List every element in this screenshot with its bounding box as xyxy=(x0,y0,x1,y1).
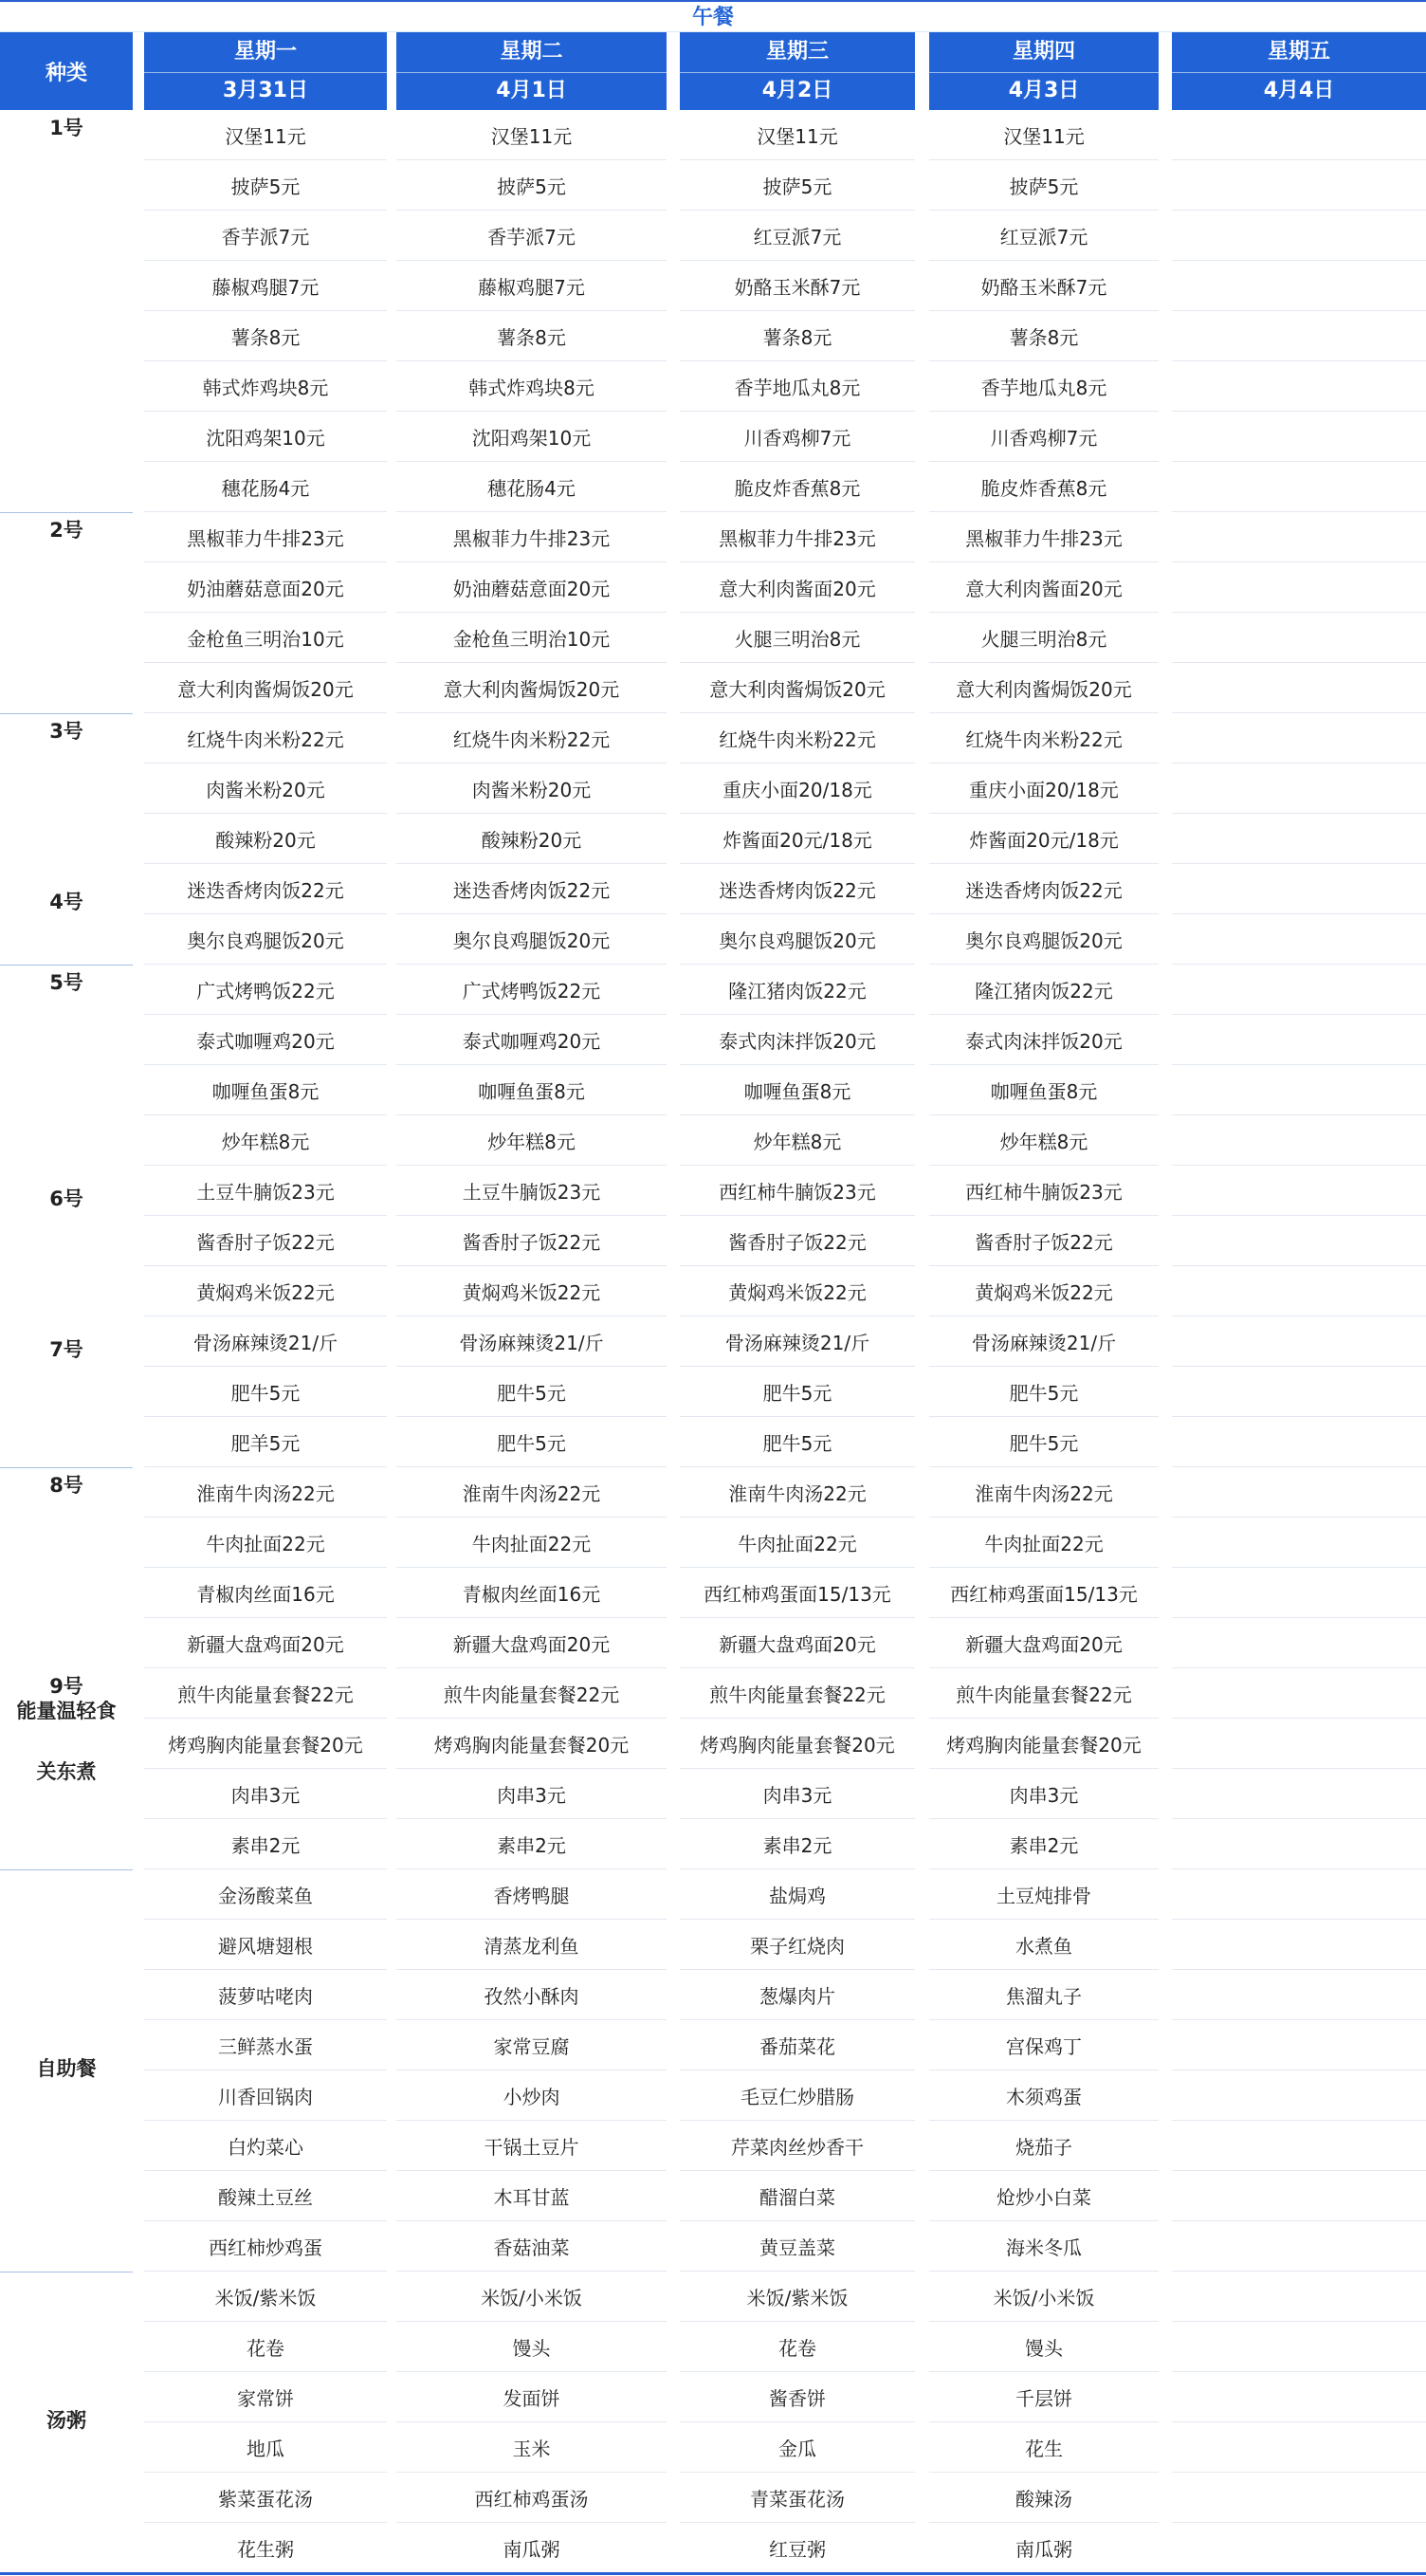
menu-cell xyxy=(1172,1518,1426,1568)
menu-cell: 烤鸡胸肉能量套餐20元 xyxy=(168,1734,363,1757)
menu-cell: 水煮鱼 xyxy=(1015,1935,1072,1958)
menu-cell: 千层饼 xyxy=(1015,2387,1072,2410)
menu-cell: 酱香肘子饭22元 xyxy=(975,1231,1113,1254)
category-label xyxy=(0,1674,133,1723)
day-date: 3月31日 xyxy=(144,72,387,105)
day-header xyxy=(929,32,1159,110)
menu-cell xyxy=(1172,1668,1426,1719)
menu-cell xyxy=(1172,1216,1426,1266)
menu-cell: 肥牛5元 xyxy=(497,1382,566,1405)
day-date: 4月4日 xyxy=(1172,72,1426,105)
category-label xyxy=(0,1473,133,1498)
menu-cell: 薯条8元 xyxy=(762,326,832,349)
menu-cell: 南瓜粥 xyxy=(503,2538,560,2561)
menu-cell: 汉堡11元 xyxy=(757,125,838,148)
category-label xyxy=(0,1337,133,1362)
menu-cell xyxy=(1172,361,1426,412)
menu-cell: 南瓜粥 xyxy=(1015,2538,1072,2561)
menu-cell: 黑椒菲力牛排23元 xyxy=(965,527,1123,550)
menu-cell: 土豆牛腩饭23元 xyxy=(196,1181,335,1204)
menu-cell xyxy=(1172,1115,1426,1166)
menu-cell: 川香回锅肉 xyxy=(218,2086,313,2108)
menu-cell: 新疆大盘鸡面20元 xyxy=(965,1633,1123,1656)
category-header: 种类 xyxy=(0,32,133,110)
menu-cell: 家常饼 xyxy=(237,2387,294,2410)
menu-cell: 西红柿鸡蛋面15/13元 xyxy=(950,1583,1138,1606)
menu-cell: 香芋地瓜丸8元 xyxy=(734,377,861,399)
menu-cell: 咖喱鱼蛋8元 xyxy=(478,1080,585,1103)
category-label-line: 关东煮 xyxy=(36,1760,97,1784)
menu-cell: 淮南牛肉汤22元 xyxy=(975,1482,1113,1505)
menu-cell: 香菇油菜 xyxy=(493,2236,570,2259)
menu-cell xyxy=(1172,1920,1426,1970)
menu-cell: 淮南牛肉汤22元 xyxy=(196,1482,335,1505)
menu-cell: 披萨5元 xyxy=(230,175,301,198)
menu-cell: 汉堡11元 xyxy=(225,125,306,148)
category-label xyxy=(0,518,133,543)
day-weekday: 星期四 xyxy=(1012,39,1075,64)
category-separator xyxy=(0,1467,133,1468)
menu-cell: 芹菜肉丝炒香干 xyxy=(731,2136,864,2159)
menu-cell xyxy=(1172,211,1426,261)
menu-cell: 酸辣粉20元 xyxy=(481,829,582,852)
menu-cell: 意大利肉酱面20元 xyxy=(965,578,1123,600)
menu-cell: 紫菜蛋花汤 xyxy=(218,2488,313,2511)
menu-cell: 金枪鱼三明治10元 xyxy=(187,628,344,651)
menu-cell: 汉堡11元 xyxy=(490,125,573,148)
menu-cell: 隆江猪肉饭22元 xyxy=(975,980,1113,1003)
menu-cell: 木耳甘蓝 xyxy=(493,2186,570,2209)
menu-cell: 泰式肉沫拌饭20元 xyxy=(965,1030,1123,1053)
category-label-line: 7号 xyxy=(49,1337,83,1361)
menu-cell: 毛豆仁炒腊肠 xyxy=(740,2086,854,2108)
menu-cell: 奶油蘑菇意面20元 xyxy=(187,578,344,600)
category-label-line: 9号 xyxy=(49,1675,83,1698)
day-date: 4月1日 xyxy=(396,72,667,105)
category-label-line: 自助餐 xyxy=(36,2056,97,2080)
menu-cell: 藤椒鸡腿7元 xyxy=(211,276,320,299)
menu-cell: 葱爆肉片 xyxy=(759,1985,835,2008)
category-label xyxy=(0,116,133,140)
menu-cell: 西红柿鸡蛋面15/13元 xyxy=(704,1583,891,1606)
bottom-border xyxy=(0,2572,1426,2575)
menu-cell: 醋溜白菜 xyxy=(759,2186,835,2209)
menu-cell: 薯条8元 xyxy=(497,326,566,349)
menu-cell xyxy=(1172,1166,1426,1216)
menu-cell xyxy=(1172,1819,1426,1869)
menu-cell xyxy=(1172,1065,1426,1115)
menu-cell: 迷迭香烤肉饭22元 xyxy=(187,879,344,902)
menu-cell: 咖喱鱼蛋8元 xyxy=(743,1080,851,1103)
category-label xyxy=(0,2056,133,2081)
menu-cell: 肥牛5元 xyxy=(1009,1382,1079,1405)
menu-cell: 红豆派7元 xyxy=(753,226,842,248)
menu-cell: 香芋地瓜丸8元 xyxy=(980,377,1107,399)
menu-cell xyxy=(1172,1266,1426,1316)
day-header xyxy=(1172,32,1426,110)
menu-cell: 金汤酸菜鱼 xyxy=(218,1885,313,1907)
menu-cell: 清蒸龙利鱼 xyxy=(484,1935,579,1958)
menu-cell: 牛肉扯面22元 xyxy=(984,1533,1104,1555)
menu-cell: 避风塘翅根 xyxy=(218,1935,313,1958)
menu-cell: 肥牛5元 xyxy=(1009,1432,1079,1455)
menu-cell: 新疆大盘鸡面20元 xyxy=(452,1633,611,1656)
menu-cell xyxy=(1172,713,1426,764)
category-label xyxy=(0,2408,133,2433)
menu-cell: 土豆牛腩饭23元 xyxy=(462,1181,601,1204)
menu-cell: 菠萝咕咾肉 xyxy=(218,1985,313,2008)
menu-cell: 肥羊5元 xyxy=(230,1432,301,1455)
menu-cell: 黑椒菲力牛排23元 xyxy=(452,527,611,550)
menu-cell: 酸辣粉20元 xyxy=(215,829,316,852)
menu-cell: 泰式咖喱鸡20元 xyxy=(196,1030,335,1053)
menu-cell xyxy=(1172,1316,1426,1367)
menu-cell: 金枪鱼三明治10元 xyxy=(452,628,611,651)
menu-cell xyxy=(1172,663,1426,713)
menu-cell: 意大利肉酱焗饭20元 xyxy=(443,678,620,701)
menu-cell xyxy=(1172,1970,1426,2020)
category-label xyxy=(0,719,133,744)
menu-cell: 黄焖鸡米饭22元 xyxy=(975,1281,1113,1304)
category-label-line: 8号 xyxy=(49,1474,83,1497)
menu-cell xyxy=(1172,512,1426,562)
menu-cell: 煎牛肉能量套餐22元 xyxy=(443,1684,620,1706)
menu-cell: 火腿三明治8元 xyxy=(734,628,861,651)
menu-title: 午餐 xyxy=(0,0,1426,32)
category-label-line: 1号 xyxy=(49,117,83,139)
menu-cell: 玉米 xyxy=(512,2438,551,2460)
menu-cell: 素串2元 xyxy=(230,1834,301,1857)
menu-cell xyxy=(1172,2422,1426,2473)
menu-cell xyxy=(1172,2121,1426,2171)
menu-cell xyxy=(1172,110,1426,160)
category-label xyxy=(0,890,133,914)
menu-cell: 牛肉扯面22元 xyxy=(206,1533,325,1555)
menu-cell: 烤鸡胸肉能量套餐20元 xyxy=(433,1734,630,1757)
menu-cell: 奥尔良鸡腿饭20元 xyxy=(965,929,1123,952)
day-weekday: 星期二 xyxy=(500,39,563,64)
menu-cell: 黄焖鸡米饭22元 xyxy=(196,1281,335,1304)
menu-cell xyxy=(1172,2272,1426,2322)
menu-cell xyxy=(1172,2221,1426,2272)
menu-cell: 红烧牛肉米粉22元 xyxy=(965,728,1123,751)
category-separator xyxy=(0,713,133,714)
menu-cell: 意大利肉酱焗饭20元 xyxy=(177,678,354,701)
menu-cell: 炝炒小白菜 xyxy=(996,2186,1091,2209)
menu-cell: 素串2元 xyxy=(1009,1834,1079,1857)
day-weekday: 星期一 xyxy=(233,39,297,64)
menu-cell: 肉串3元 xyxy=(497,1784,566,1807)
menu-cell: 干锅土豆片 xyxy=(484,2136,579,2159)
menu-cell: 木须鸡蛋 xyxy=(1006,2086,1082,2108)
menu-cell: 红豆粥 xyxy=(769,2538,826,2561)
category-separator xyxy=(0,965,133,966)
menu-cell: 西红柿牛腩饭23元 xyxy=(719,1181,876,1204)
menu-cell xyxy=(1172,864,1426,914)
menu-cell: 穗花肠4元 xyxy=(221,477,310,500)
menu-cell: 青椒肉丝面16元 xyxy=(462,1583,601,1606)
menu-cell: 骨汤麻辣烫21/斤 xyxy=(192,1332,338,1354)
menu-cell: 黑椒菲力牛排23元 xyxy=(187,527,344,550)
category-label-line: 2号 xyxy=(49,519,83,542)
menu-cell: 地瓜 xyxy=(247,2438,284,2460)
category-label-line: 3号 xyxy=(49,720,83,743)
category-label-line: 4号 xyxy=(49,891,83,914)
menu-cell: 西红柿炒鸡蛋 xyxy=(209,2236,322,2259)
menu-cell: 奶油蘑菇意面20元 xyxy=(452,578,611,600)
menu-cell xyxy=(1172,462,1426,512)
menu-cell: 米饭/紫米饭 xyxy=(746,2287,849,2309)
menu-cell: 肉酱米粉20元 xyxy=(206,779,325,801)
day-date: 4月2日 xyxy=(680,72,915,105)
menu-cell: 黑椒菲力牛排23元 xyxy=(719,527,876,550)
menu-cell: 肥牛5元 xyxy=(762,1382,832,1405)
menu-cell: 黄焖鸡米饭22元 xyxy=(728,1281,867,1304)
menu-cell: 烤鸡胸肉能量套餐20元 xyxy=(946,1734,1142,1757)
menu-cell xyxy=(1172,2473,1426,2523)
menu-cell: 穗花肠4元 xyxy=(487,477,576,500)
menu-cell: 炒年糕8元 xyxy=(753,1131,842,1153)
menu-cell xyxy=(1172,1769,1426,1819)
menu-cell: 重庆小面20/18元 xyxy=(722,779,872,801)
menu-cell xyxy=(1172,914,1426,965)
menu-cell: 泰式肉沫拌饭20元 xyxy=(719,1030,876,1053)
menu-cell: 广式烤鸭饭22元 xyxy=(196,980,335,1003)
menu-cell: 肥牛5元 xyxy=(762,1432,832,1455)
menu-cell: 奥尔良鸡腿饭20元 xyxy=(452,929,611,952)
menu-cell: 西红柿鸡蛋汤 xyxy=(474,2488,589,2511)
menu-cell: 沈阳鸡架10元 xyxy=(471,427,592,450)
menu-cell: 素串2元 xyxy=(497,1834,566,1857)
category-label-line: 汤粥 xyxy=(46,2408,86,2432)
menu-cell: 脆皮炸香蕉8元 xyxy=(734,477,861,500)
menu-cell xyxy=(1172,160,1426,211)
menu-cell xyxy=(1172,2523,1426,2573)
menu-cell: 栗子红烧肉 xyxy=(750,1935,845,1958)
menu-cell: 沈阳鸡架10元 xyxy=(206,427,325,450)
menu-cell: 孜然小酥肉 xyxy=(484,1985,579,2008)
menu-cell: 炒年糕8元 xyxy=(999,1131,1088,1153)
menu-cell: 咖喱鱼蛋8元 xyxy=(211,1080,320,1103)
menu-cell: 咖喱鱼蛋8元 xyxy=(990,1080,1098,1103)
menu-cell xyxy=(1172,1869,1426,1920)
menu-cell: 韩式炸鸡块8元 xyxy=(468,377,594,399)
menu-cell xyxy=(1172,412,1426,462)
menu-cell: 白灼菜心 xyxy=(228,2136,303,2159)
menu-cell: 酸辣汤 xyxy=(1015,2488,1072,2511)
menu-cell: 香芋派7元 xyxy=(487,226,576,248)
menu-cell xyxy=(1172,1417,1426,1467)
menu-cell: 川香鸡柳7元 xyxy=(743,427,851,450)
menu-cell xyxy=(1172,2171,1426,2221)
menu-cell xyxy=(1172,261,1426,311)
menu-cell: 米饭/小米饭 xyxy=(993,2287,1095,2309)
menu-cell: 焦溜丸子 xyxy=(1006,1985,1082,2008)
menu-cell: 红烧牛肉米粉22元 xyxy=(719,728,876,751)
menu-cell: 淮南牛肉汤22元 xyxy=(728,1482,867,1505)
menu-cell: 披萨5元 xyxy=(762,175,832,198)
menu-cell xyxy=(1172,2070,1426,2121)
menu-cell: 火腿三明治8元 xyxy=(980,628,1107,651)
day-weekday: 星期三 xyxy=(765,39,829,64)
menu-cell xyxy=(1172,613,1426,663)
menu-cell: 海米冬瓜 xyxy=(1006,2236,1082,2259)
menu-cell: 馒头 xyxy=(1025,2337,1063,2360)
menu-cell xyxy=(1172,965,1426,1015)
day-header xyxy=(144,32,387,110)
menu-cell: 红豆派7元 xyxy=(999,226,1088,248)
category-separator xyxy=(0,512,133,513)
menu-cell: 番茄菜花 xyxy=(759,2035,835,2058)
menu-cell: 迷迭香烤肉饭22元 xyxy=(965,879,1123,902)
menu-cell: 花生 xyxy=(1025,2438,1063,2460)
menu-cell: 川香鸡柳7元 xyxy=(990,427,1098,450)
menu-cell: 黄焖鸡米饭22元 xyxy=(462,1281,601,1304)
menu-cell: 隆江猪肉饭22元 xyxy=(728,980,867,1003)
category-separator xyxy=(0,1869,133,1870)
menu-cell: 骨汤麻辣烫21/斤 xyxy=(459,1332,604,1354)
menu-cell xyxy=(1172,2372,1426,2422)
menu-cell: 煎牛肉能量套餐22元 xyxy=(709,1684,886,1706)
menu-cell: 煎牛肉能量套餐22元 xyxy=(177,1684,354,1706)
menu-cell: 花卷 xyxy=(247,2337,284,2360)
menu-cell xyxy=(1172,2322,1426,2372)
menu-cell xyxy=(1172,1467,1426,1518)
menu-cell: 奶酪玉米酥7元 xyxy=(734,276,861,299)
menu-cell: 三鲜蒸水蛋 xyxy=(218,2035,313,2058)
menu-cell: 小炒肉 xyxy=(503,2086,560,2108)
menu-cell: 素串2元 xyxy=(762,1834,832,1857)
menu-cell: 土豆炖排骨 xyxy=(996,1885,1091,1907)
menu-cell xyxy=(1172,311,1426,361)
day-header xyxy=(680,32,915,110)
category-label xyxy=(0,1759,133,1784)
menu-cell: 酱香肘子饭22元 xyxy=(196,1231,335,1254)
category-label xyxy=(0,970,133,995)
menu-cell: 薯条8元 xyxy=(1009,326,1079,349)
day-header xyxy=(396,32,667,110)
menu-cell: 新疆大盘鸡面20元 xyxy=(187,1633,344,1656)
menu-cell: 肉串3元 xyxy=(230,1784,301,1807)
menu-cell: 红烧牛肉米粉22元 xyxy=(187,728,344,751)
menu-cell: 烤鸡胸肉能量套餐20元 xyxy=(700,1734,895,1757)
menu-cell: 骨汤麻辣烫21/斤 xyxy=(724,1332,870,1354)
menu-cell: 花卷 xyxy=(778,2337,816,2360)
menu-cell: 西红柿牛腩饭23元 xyxy=(965,1181,1123,1204)
menu-cell: 奶酪玉米酥7元 xyxy=(980,276,1107,299)
menu-cell: 花生粥 xyxy=(237,2538,294,2561)
menu-cell: 炒年糕8元 xyxy=(487,1131,576,1153)
menu-cell: 广式烤鸭饭22元 xyxy=(462,980,601,1003)
menu-cell: 牛肉扯面22元 xyxy=(738,1533,857,1555)
menu-cell xyxy=(1172,1568,1426,1618)
day-weekday: 星期五 xyxy=(1267,39,1330,64)
menu-cell: 意大利肉酱焗饭20元 xyxy=(709,678,886,701)
day-date: 4月3日 xyxy=(929,72,1159,105)
menu-cell: 新疆大盘鸡面20元 xyxy=(719,1633,876,1656)
menu-cell: 意大利肉酱面20元 xyxy=(719,578,876,600)
category-label-line: 6号 xyxy=(49,1187,83,1210)
menu-cell xyxy=(1172,1015,1426,1065)
menu-cell: 牛肉扯面22元 xyxy=(471,1533,592,1555)
menu-cell: 青菜蛋花汤 xyxy=(750,2488,845,2511)
menu-cell: 酱香饼 xyxy=(769,2387,826,2410)
category-label-line: 能量温轻食 xyxy=(16,1700,117,1722)
menu-cell: 炸酱面20元/18元 xyxy=(969,829,1119,852)
menu-cell: 青椒肉丝面16元 xyxy=(196,1583,335,1606)
menu-cell: 肉串3元 xyxy=(762,1784,832,1807)
menu-cell: 发面饼 xyxy=(503,2387,560,2410)
menu-cell xyxy=(1172,814,1426,864)
menu-cell: 淮南牛肉汤22元 xyxy=(462,1482,601,1505)
menu-cell: 迷迭香烤肉饭22元 xyxy=(452,879,611,902)
menu-cell: 米饭/紫米饭 xyxy=(214,2287,317,2309)
menu-cell: 意大利肉酱焗饭20元 xyxy=(956,678,1132,701)
menu-cell: 香烤鸭腿 xyxy=(493,1885,570,1907)
menu-cell: 酸辣土豆丝 xyxy=(218,2186,313,2209)
menu-cell: 红烧牛肉米粉22元 xyxy=(452,728,611,751)
menu-cell: 酱香肘子饭22元 xyxy=(728,1231,867,1254)
menu-cell: 煎牛肉能量套餐22元 xyxy=(956,1684,1132,1706)
menu-cell: 炒年糕8元 xyxy=(221,1131,310,1153)
menu-cell: 肉串3元 xyxy=(1009,1784,1079,1807)
menu-cell: 脆皮炸香蕉8元 xyxy=(980,477,1107,500)
menu-cell: 炸酱面20元/18元 xyxy=(722,829,872,852)
menu-cell xyxy=(1172,1618,1426,1668)
menu-cell: 肉酱米粉20元 xyxy=(471,779,592,801)
menu-cell: 重庆小面20/18元 xyxy=(969,779,1119,801)
menu-cell: 披萨5元 xyxy=(1009,175,1079,198)
menu-cell: 馒头 xyxy=(512,2337,551,2360)
menu-cell: 酱香肘子饭22元 xyxy=(462,1231,601,1254)
menu-cell: 泰式咖喱鸡20元 xyxy=(462,1030,601,1053)
menu-cell: 金瓜 xyxy=(778,2438,816,2460)
menu-cell: 藤椒鸡腿7元 xyxy=(478,276,585,299)
menu-cell: 宫保鸡丁 xyxy=(1006,2035,1082,2058)
menu-cell: 盐焗鸡 xyxy=(769,1885,826,1907)
menu-cell xyxy=(1172,1719,1426,1769)
menu-cell: 骨汤麻辣烫21/斤 xyxy=(971,1332,1117,1354)
category-label xyxy=(0,1187,133,1211)
menu-cell: 肥牛5元 xyxy=(497,1432,566,1455)
menu-cell xyxy=(1172,2020,1426,2070)
menu-cell: 披萨5元 xyxy=(497,175,566,198)
menu-cell: 黄豆盖菜 xyxy=(759,2236,835,2259)
menu-cell: 烧茄子 xyxy=(1015,2136,1072,2159)
menu-cell xyxy=(1172,562,1426,613)
menu-cell: 米饭/小米饭 xyxy=(481,2287,582,2309)
menu-cell xyxy=(1172,764,1426,814)
menu-cell xyxy=(1172,1367,1426,1417)
menu-cell: 香芋派7元 xyxy=(221,226,310,248)
menu-cell: 奥尔良鸡腿饭20元 xyxy=(187,929,344,952)
menu-cell: 汉堡11元 xyxy=(1003,125,1085,148)
menu-cell: 韩式炸鸡块8元 xyxy=(202,377,329,399)
menu-cell: 家常豆腐 xyxy=(493,2035,570,2058)
menu-cell: 肥牛5元 xyxy=(230,1382,301,1405)
menu-cell: 奥尔良鸡腿饭20元 xyxy=(719,929,876,952)
category-label-line: 5号 xyxy=(49,971,83,994)
menu-cell: 迷迭香烤肉饭22元 xyxy=(719,879,876,902)
menu-cell: 薯条8元 xyxy=(230,326,301,349)
